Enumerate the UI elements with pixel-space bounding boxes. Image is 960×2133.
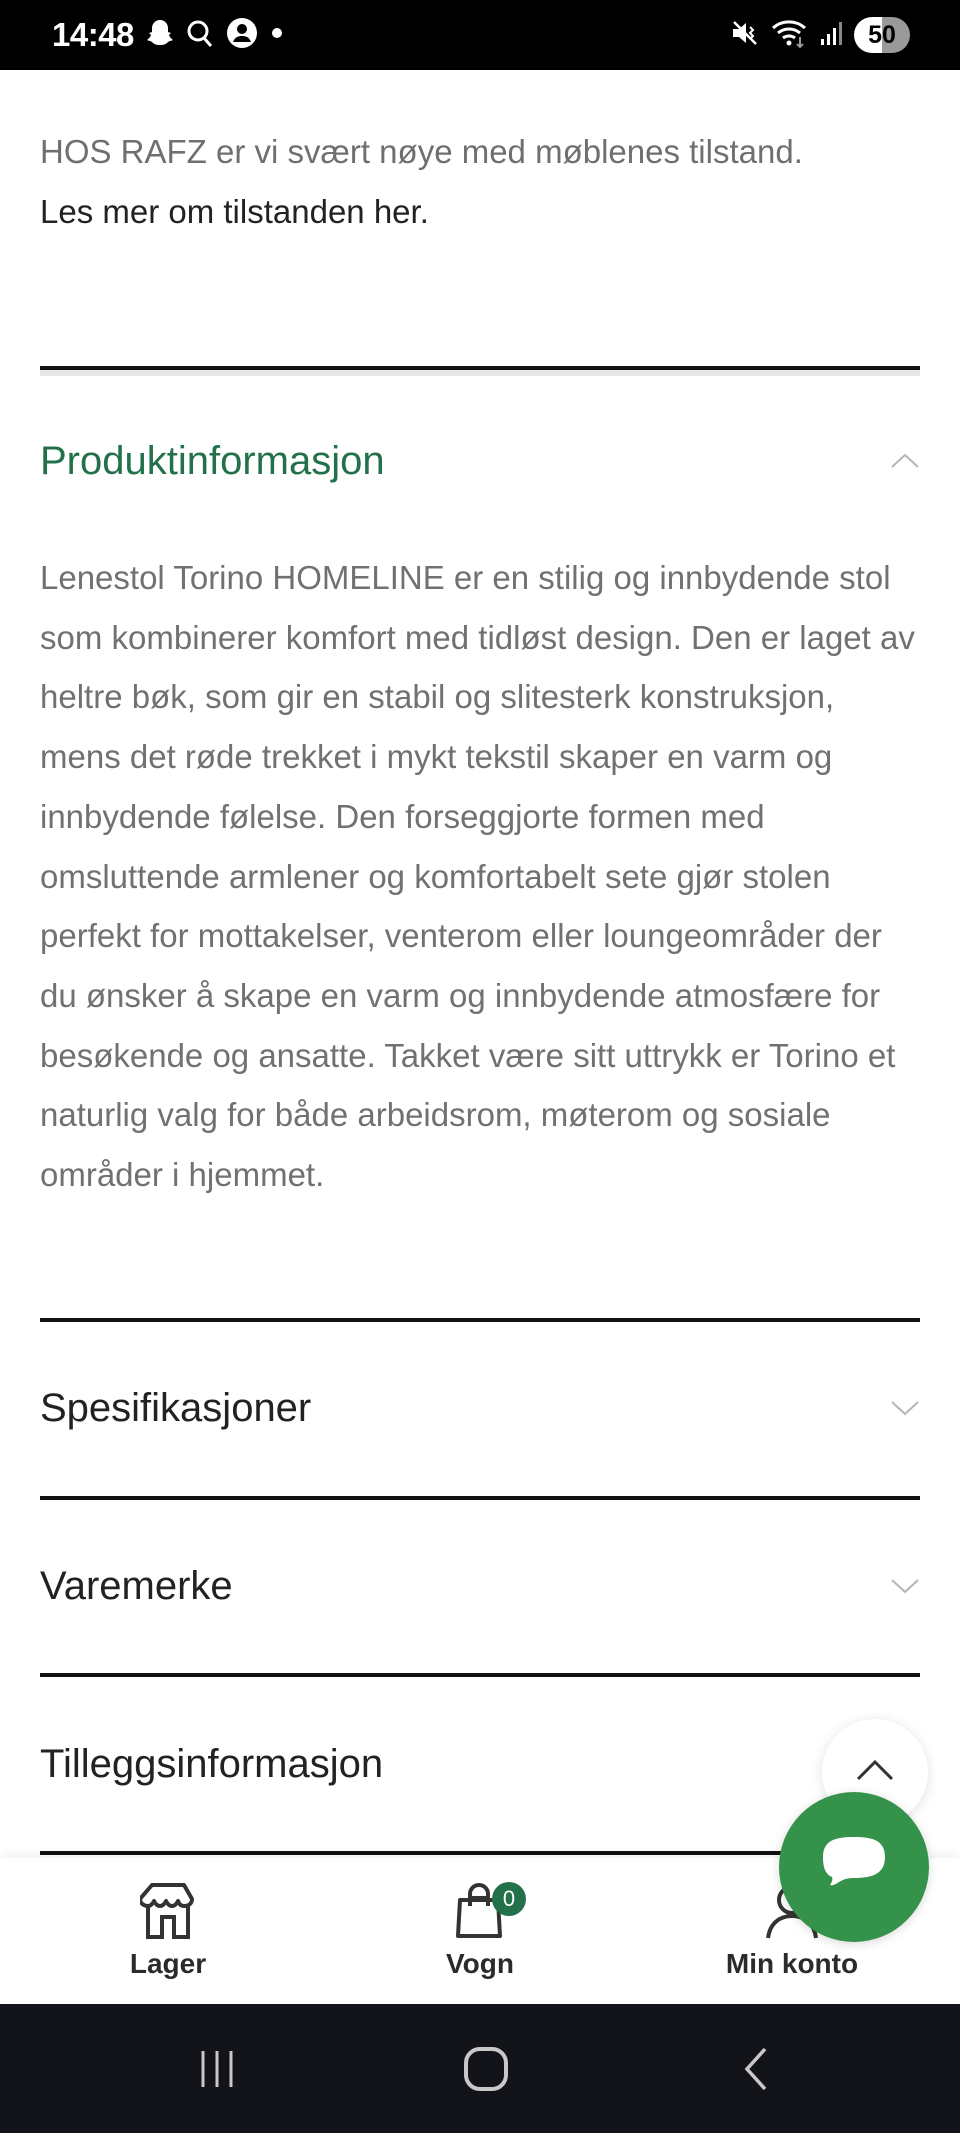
condition-link[interactable]: Les mer om tilstanden her. bbox=[40, 193, 429, 230]
chevron-up-icon bbox=[890, 446, 920, 476]
chevron-up-icon bbox=[855, 1757, 895, 1788]
product-description: Lenestol Torino HOMELINE er en stilig og innbydende stol som kombinerer komfort med tidløst design. Den er laget av heltre bøk, som gir en stabil og slitesterk konstruksjon, mens det røde trekket i mykt tekstil skaper en varm og innbydende følelse. Den forseggjorte formen med omsluttende armlener og komfortabelt sete gjør stolen perfekt for mottakelser, venterom eller loungeområder der du ønsker å skape en varm og innbydende atmosfære for besøkende og ansatte. Takket være sitt uttrykk er Torino et naturlig valg for både arbeidsrom, møterom og sosiale områder i hjemmet. bbox=[40, 559, 915, 1194]
battery-indicator: 50 bbox=[854, 17, 910, 53]
nav-label: Lager bbox=[129, 1948, 207, 1979]
nav-label: Vogn bbox=[446, 1948, 514, 1979]
mute-icon bbox=[730, 18, 760, 53]
chevron-down-icon bbox=[890, 1393, 920, 1423]
accordion-title: Tilleggsinformasjon bbox=[40, 1741, 384, 1786]
account-icon bbox=[226, 17, 258, 54]
divider bbox=[40, 1673, 920, 1677]
accordion-varemerke[interactable] bbox=[40, 1546, 920, 1626]
wifi-icon bbox=[770, 17, 810, 54]
recent-apps-button[interactable] bbox=[157, 2004, 277, 2133]
snapchat-icon bbox=[146, 18, 174, 53]
shopping-bag-icon bbox=[452, 1882, 516, 1942]
home-button[interactable] bbox=[426, 2004, 546, 2133]
system-navigation-bar bbox=[0, 2004, 960, 2133]
dot-icon bbox=[270, 26, 284, 45]
accordion-produktinformasjon[interactable] bbox=[40, 421, 920, 501]
divider bbox=[40, 1318, 920, 1322]
chevron-down-icon bbox=[890, 1571, 920, 1601]
nav-item-vogn[interactable] bbox=[380, 1858, 580, 2004]
nav-item-lager[interactable] bbox=[68, 1858, 268, 2004]
condition-text: HOS RAFZ er vi svært nøye med møblenes tilstand. bbox=[40, 133, 803, 170]
accordion-spesifikasjoner[interactable] bbox=[40, 1368, 920, 1448]
divider bbox=[40, 1496, 920, 1500]
nav-label: Min konto bbox=[725, 1948, 859, 1979]
signal-icon bbox=[820, 19, 844, 52]
status-time: 14:48 bbox=[52, 16, 134, 53]
accordion-title: Varemerke bbox=[40, 1563, 233, 1608]
back-button[interactable] bbox=[696, 2004, 816, 2133]
chat-button[interactable] bbox=[779, 1792, 929, 1942]
accordion-title: Produktinformasjon bbox=[40, 438, 385, 483]
accordion-tilleggsinformasjon[interactable] bbox=[40, 1724, 920, 1804]
status-bar bbox=[0, 0, 960, 70]
search-icon bbox=[186, 18, 214, 53]
accordion-title: Spesifikasjoner bbox=[40, 1385, 312, 1430]
divider bbox=[40, 366, 920, 370]
chat-bubble-icon bbox=[820, 1834, 888, 1901]
cart-count-badge: 0 bbox=[492, 1882, 526, 1916]
store-icon bbox=[140, 1882, 196, 1942]
